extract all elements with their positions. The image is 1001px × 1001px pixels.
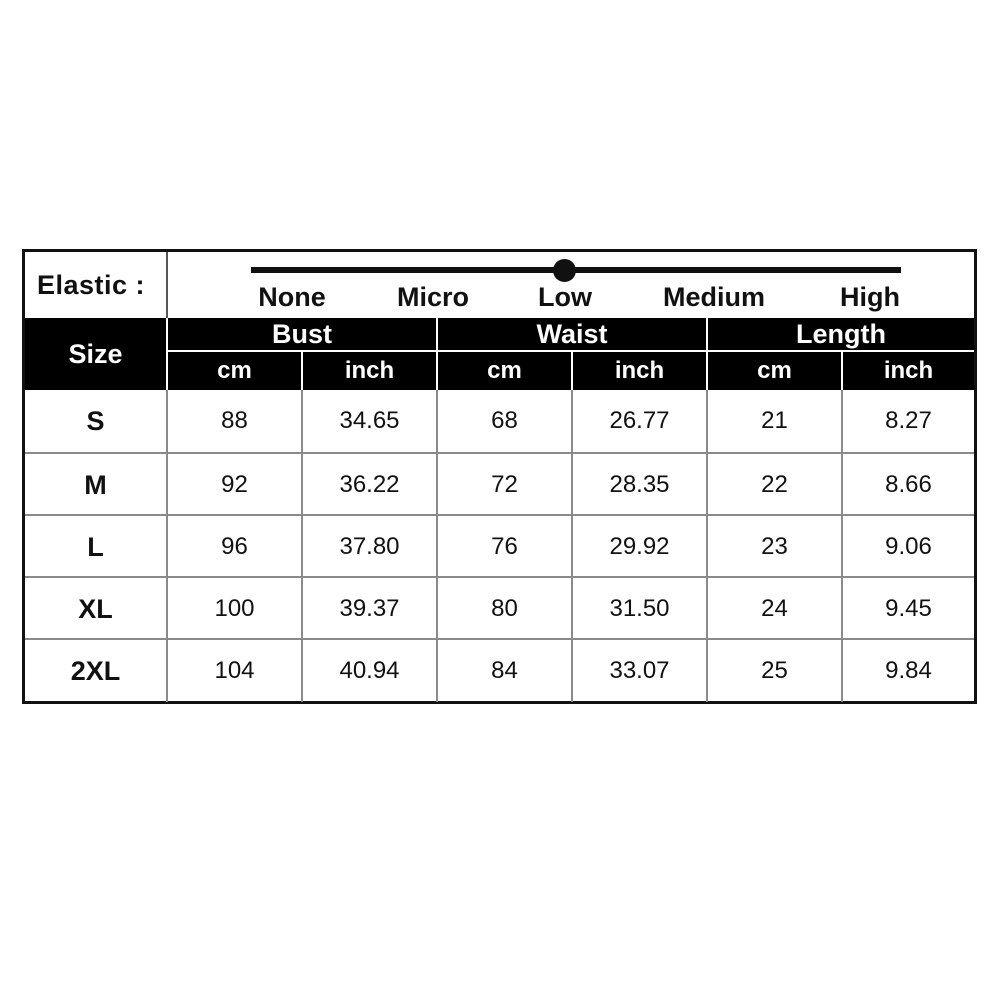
elastic-level-micro: Micro (396, 282, 470, 312)
table-row (25, 640, 974, 702)
elastic-level-medium: Medium (662, 282, 766, 312)
length-inch-cell: 9.84 (885, 657, 932, 684)
bust-inch-header: inch (303, 352, 438, 390)
size-cell: M (25, 454, 168, 516)
waist-cm-cell: 76 (438, 516, 573, 578)
length-inch-cell: 8.27 (885, 407, 932, 434)
waist-cm-cell: 68 (438, 390, 573, 452)
elastic-level-marker (553, 259, 576, 282)
elastic-scale-line (251, 267, 901, 273)
waist-inch-cell: 26.77 (573, 390, 708, 452)
length-cm-cell: 25 (708, 640, 843, 702)
waist-inch-cell: 28.35 (573, 454, 708, 516)
bust-inch-cell: 39.37 (303, 578, 438, 640)
elastic-level-high: High (840, 282, 900, 312)
length-inch-cell: 9.06 (885, 533, 932, 560)
length-inch-header: inch (883, 357, 934, 384)
length-cm-cell: 21 (708, 390, 843, 452)
waist-group-header: Waist (438, 318, 708, 352)
bust-cm-cell: 88 (168, 390, 303, 452)
bust-cm-cell: 92 (168, 454, 303, 516)
length-inch-cell: 9.45 (885, 595, 932, 622)
table-row (25, 390, 974, 452)
bust-inch-cell: 37.80 (303, 516, 438, 578)
length-cm-cell: 22 (708, 454, 843, 516)
length-cm-cell: 24 (708, 578, 843, 640)
table-row (25, 516, 974, 578)
waist-inch-header: inch (573, 352, 708, 390)
table-header (25, 318, 974, 390)
bust-inch-cell: 36.22 (303, 454, 438, 516)
size-cell: L (25, 516, 168, 578)
bust-inch-cell: 34.65 (303, 390, 438, 452)
bust-cm-cell: 104 (168, 640, 303, 702)
table-row (25, 454, 974, 516)
length-inch-cell: 8.66 (885, 471, 932, 498)
size-cell: XL (25, 578, 168, 640)
table-body (25, 390, 974, 701)
waist-cm-cell: 84 (438, 640, 573, 702)
size-column-header: Size (25, 318, 168, 390)
bust-inch-cell: 40.94 (303, 640, 438, 702)
elastic-level-none: None (258, 282, 326, 312)
size-cell: S (25, 390, 168, 452)
waist-inch-cell: 33.07 (573, 640, 708, 702)
bust-cm-header: cm (168, 352, 303, 390)
elastic-label: Elastic : (25, 252, 168, 318)
length-cm-header: cm (708, 352, 843, 390)
size-chart (22, 249, 977, 704)
length-group-header: Length (708, 318, 974, 352)
elastic-level-low: Low (538, 282, 592, 312)
bust-cm-cell: 96 (168, 516, 303, 578)
length-cm-cell: 23 (708, 516, 843, 578)
bust-cm-cell: 100 (168, 578, 303, 640)
waist-inch-cell: 31.50 (573, 578, 708, 640)
waist-cm-cell: 80 (438, 578, 573, 640)
size-cell: 2XL (25, 640, 168, 702)
table-row (25, 578, 974, 640)
bust-group-header: Bust (168, 318, 438, 352)
waist-inch-cell: 29.92 (573, 516, 708, 578)
elastic-scale (168, 252, 974, 318)
waist-cm-cell: 72 (438, 454, 573, 516)
waist-cm-header: cm (438, 352, 573, 390)
